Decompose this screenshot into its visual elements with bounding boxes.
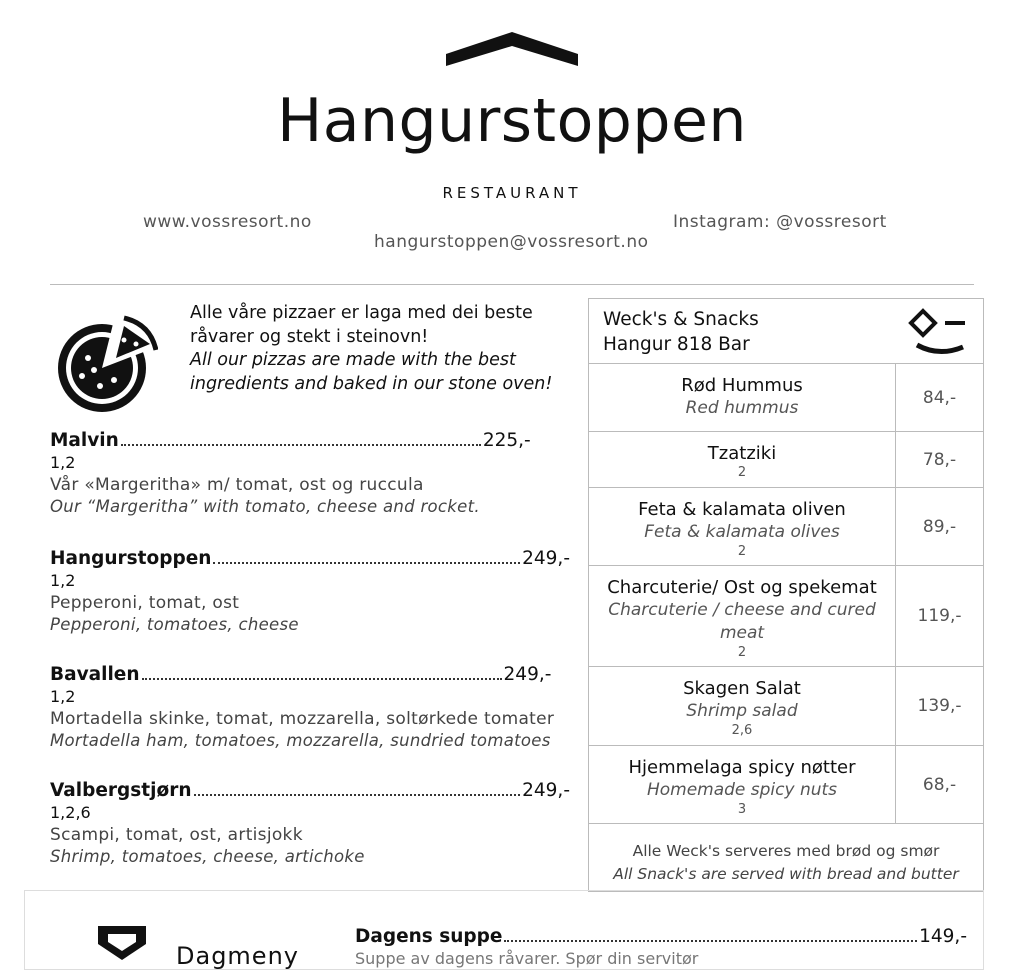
snack-price: 78,- xyxy=(922,449,957,470)
snack-name-en: Feta & kalamata olives xyxy=(644,522,840,542)
snacks-header xyxy=(589,299,983,364)
pizza-intro-no: Alle våre pizzaer er laga med dei beste råvarer og stekt i steinovn! xyxy=(190,303,533,347)
snacks-title xyxy=(603,307,759,357)
menu-item xyxy=(50,664,570,750)
item-desc-no: Vår «Margeritha» m/ tomat, ost og ruccula xyxy=(50,475,424,495)
snack-price: 84,- xyxy=(922,387,957,408)
snack-price: 139,- xyxy=(917,696,962,716)
snack-name: Charcuterie/ Ost og spekemat xyxy=(607,577,877,598)
item-name: Valbergstjørn xyxy=(50,780,192,801)
snack-name-en: Shrimp salad xyxy=(686,701,798,721)
website-link[interactable]: www.vossresort.no xyxy=(143,212,312,232)
item-price: 249,- xyxy=(522,780,570,801)
snack-name-en: Red hummus xyxy=(685,398,799,418)
dot-leader xyxy=(504,940,917,942)
dot-leader xyxy=(142,678,502,680)
restaurant-subtitle: RESTAURANT xyxy=(442,184,582,202)
item-desc-no: Pepperoni, tomat, ost xyxy=(50,593,240,613)
item-price: 249,- xyxy=(522,548,570,569)
snack-allergens: 2 xyxy=(737,645,747,660)
item-desc-no: Suppe av dagens råvarer. Spør din servitør xyxy=(355,949,699,968)
roof-logo-icon xyxy=(444,30,580,68)
dagmeny-label: Dagmeny xyxy=(176,942,299,970)
item-allergens: 1,2,6 xyxy=(50,803,91,822)
item-name: Bavallen xyxy=(50,664,140,685)
dot-leader xyxy=(121,444,481,446)
item-desc-en: Our “Margeritha” with tomato, cheese and rocket. xyxy=(50,497,480,516)
snacks-footer-no: Alle Weck's serveres med brød og smør xyxy=(632,842,940,860)
snack-name-en: Charcuterie / cheese and cured meat xyxy=(608,600,876,643)
pizza-intro xyxy=(190,302,570,396)
item-allergens: 1,2 xyxy=(50,571,76,590)
snack-row xyxy=(589,488,983,566)
header-divider xyxy=(50,284,974,285)
snack-row xyxy=(589,432,983,488)
snack-price: 68,- xyxy=(922,774,957,795)
menu-item xyxy=(50,780,570,866)
snack-name: Feta & kalamata oliven xyxy=(638,499,846,520)
snack-allergens: 3 xyxy=(737,802,747,817)
item-allergens: 1,2 xyxy=(50,453,76,472)
snacks-table xyxy=(588,298,984,892)
pizza-icon xyxy=(54,314,158,414)
diamond-logo-icon xyxy=(907,307,969,359)
item-desc-no: Mortadella skinke, tomat, mozzarella, soltørkede tomater xyxy=(50,709,555,729)
snack-price: 119,- xyxy=(917,606,962,626)
snack-name-en: Homemade spicy nuts xyxy=(646,780,838,800)
item-desc-no: Scampi, tomat, ost, artisjokk xyxy=(50,825,303,845)
pizza-intro-en: All our pizzas are made with the best ingredients and baked in our stone oven! xyxy=(190,350,553,394)
item-desc-en: Mortadella ham, tomatoes, mozzarella, sundried tomatoes xyxy=(50,731,551,750)
shield-icon xyxy=(96,924,148,960)
snack-row xyxy=(589,364,983,432)
dot-leader xyxy=(213,562,520,564)
item-name: Malvin xyxy=(50,430,119,451)
snack-allergens: 2 xyxy=(737,544,747,559)
snack-name: Tzatziki xyxy=(707,443,777,464)
menu-item xyxy=(50,548,570,634)
instagram-link[interactable]: Instagram: @vossresort xyxy=(673,212,887,232)
snack-row xyxy=(589,566,983,667)
item-name: Hangurstoppen xyxy=(50,548,212,569)
snacks-title-line1: Weck's & Snacks xyxy=(603,309,759,330)
snack-row xyxy=(589,746,983,824)
menu-item xyxy=(50,430,570,516)
snack-allergens: 2,6 xyxy=(731,723,753,738)
snacks-footer xyxy=(589,824,983,886)
item-allergens: 1,2 xyxy=(50,687,76,706)
snack-allergens: 2 xyxy=(737,465,747,480)
snacks-footer-en: All Snack's are served with bread and butter xyxy=(613,865,959,883)
item-price: 225,- xyxy=(482,430,531,451)
snacks-title-line2: Hangur 818 Bar xyxy=(603,334,750,355)
item-desc-en: Shrimp, tomatoes, cheese, artichoke xyxy=(50,847,365,866)
snack-row xyxy=(589,667,983,746)
snack-price: 89,- xyxy=(922,516,957,537)
email-link[interactable]: hangurstoppen@vossresort.no xyxy=(374,232,649,252)
restaurant-title: Hangurstoppen xyxy=(277,86,747,156)
snack-name: Rød Hummus xyxy=(681,375,803,396)
item-price: 249,- xyxy=(503,664,552,685)
item-desc-en: Pepperoni, tomatoes, cheese xyxy=(50,615,299,634)
item-name: Dagens suppe xyxy=(355,926,503,947)
snack-name: Skagen Salat xyxy=(683,678,801,699)
snack-name: Hjemmelaga spicy nøtter xyxy=(628,757,856,778)
item-price: 149,- xyxy=(919,926,967,947)
dot-leader xyxy=(194,794,521,796)
menu-item xyxy=(355,926,967,968)
